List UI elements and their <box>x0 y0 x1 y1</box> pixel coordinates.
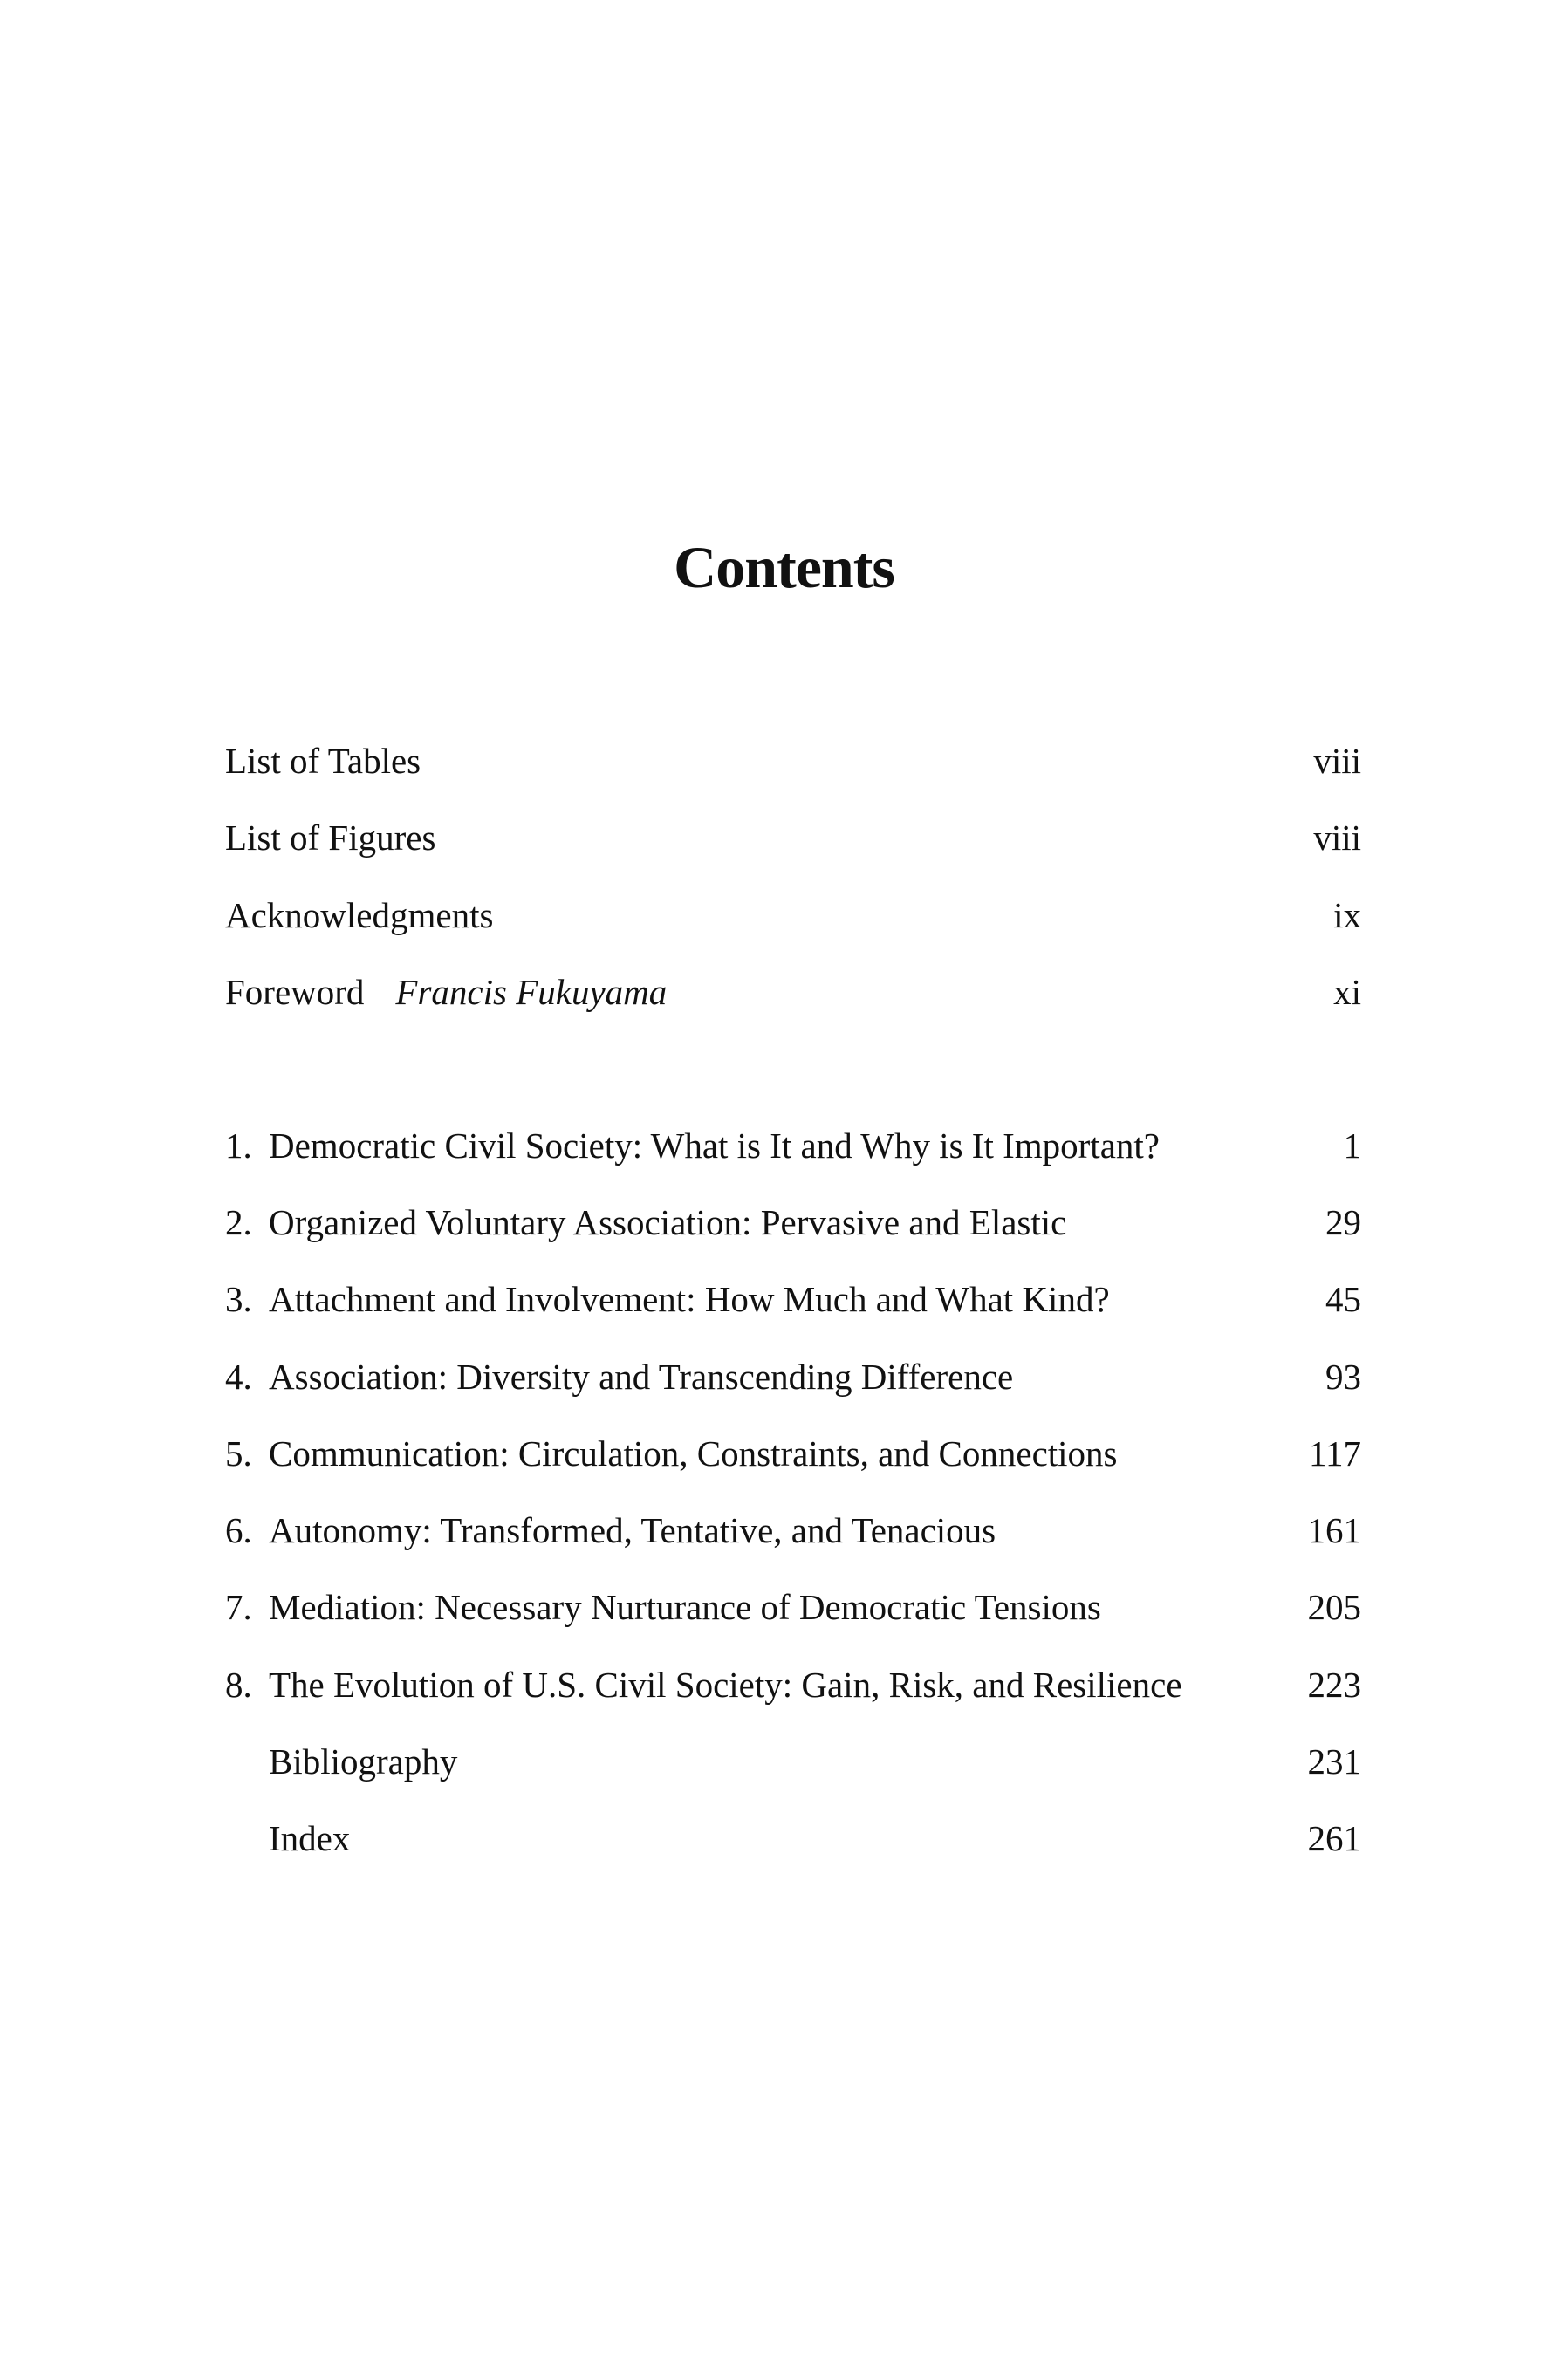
back-matter-title: Index <box>269 1818 351 1858</box>
toc-entry-foreword[interactable] <box>225 966 1361 1018</box>
toc-chapter-6[interactable] <box>225 1504 1361 1556</box>
toc-entry-list-of-figures[interactable] <box>225 811 1361 864</box>
toc-page-number: 93 <box>1325 1357 1361 1397</box>
toc-chapter-5[interactable] <box>225 1427 1361 1480</box>
foreword-label: Foreword <box>225 972 365 1012</box>
chapter-title: Communication: Circulation, Constraints, and Connections <box>269 1433 1118 1474</box>
chapter-number: 5. <box>225 1433 252 1474</box>
toc-chapter-2[interactable] <box>225 1196 1361 1248</box>
chapter-title: Democratic Civil Society: What is It and Why is It Important? <box>269 1125 1160 1166</box>
toc-page-number: 1 <box>1343 1125 1361 1166</box>
toc-chapter-3[interactable] <box>225 1273 1361 1325</box>
toc-page-number: 231 <box>1307 1741 1361 1782</box>
chapter-title: Organized Voluntary Association: Pervasive and Elastic <box>269 1202 1067 1242</box>
toc-page-number: 45 <box>1325 1279 1361 1319</box>
toc-entry-label: Acknowledgments <box>225 895 494 935</box>
chapter-number: 7. <box>225 1587 252 1627</box>
toc-page-number: 117 <box>1309 1433 1361 1474</box>
toc-page-number: ix <box>1333 895 1361 935</box>
chapter-number: 2. <box>225 1202 252 1242</box>
back-matter-title: Bibliography <box>269 1741 458 1782</box>
toc-page-number: xi <box>1333 972 1361 1012</box>
chapter-number: 8. <box>225 1665 252 1705</box>
toc-entry-index[interactable] <box>225 1812 1361 1864</box>
chapter-title: Autonomy: Transformed, Tentative, and Tenacious <box>269 1510 996 1550</box>
toc-chapter-7[interactable] <box>225 1581 1361 1633</box>
toc-page-number: 161 <box>1307 1510 1361 1550</box>
toc-entry-label: List of Tables <box>225 741 421 781</box>
toc-page-number: 223 <box>1307 1665 1361 1705</box>
toc-entry-label <box>225 966 667 1018</box>
chapter-title: Attachment and Involvement: How Much and What Kind? <box>269 1279 1110 1319</box>
chapter-number: 4. <box>225 1357 252 1397</box>
foreword-author: Francis Fukuyama <box>395 972 668 1012</box>
toc-entry-list-of-tables[interactable] <box>225 735 1361 787</box>
chapter-title: The Evolution of U.S. Civil Society: Gain, Risk, and Resilience <box>269 1665 1182 1705</box>
toc-chapter-4[interactable] <box>225 1351 1361 1403</box>
chapter-title: Association: Diversity and Transcending Difference <box>269 1357 1014 1397</box>
chapter-number: 1. <box>225 1125 252 1166</box>
toc-chapter-8[interactable] <box>225 1658 1361 1711</box>
toc-chapter-1[interactable] <box>225 1119 1361 1172</box>
chapter-title: Mediation: Necessary Nurturance of Democratic Tensions <box>269 1587 1101 1627</box>
toc-page-number: 261 <box>1307 1818 1361 1858</box>
toc-page-number: 205 <box>1307 1587 1361 1627</box>
chapter-number: 3. <box>225 1279 252 1319</box>
toc-page-number: 29 <box>1325 1202 1361 1242</box>
toc-entry-bibliography[interactable] <box>225 1735 1361 1788</box>
toc-entry-label: List of Figures <box>225 817 436 858</box>
toc-page-number: viii <box>1313 741 1361 781</box>
toc-page-number: viii <box>1313 817 1361 858</box>
toc-entry-acknowledgments[interactable] <box>225 889 1361 941</box>
page-title: Contents <box>674 534 894 600</box>
chapter-number: 6. <box>225 1510 252 1550</box>
